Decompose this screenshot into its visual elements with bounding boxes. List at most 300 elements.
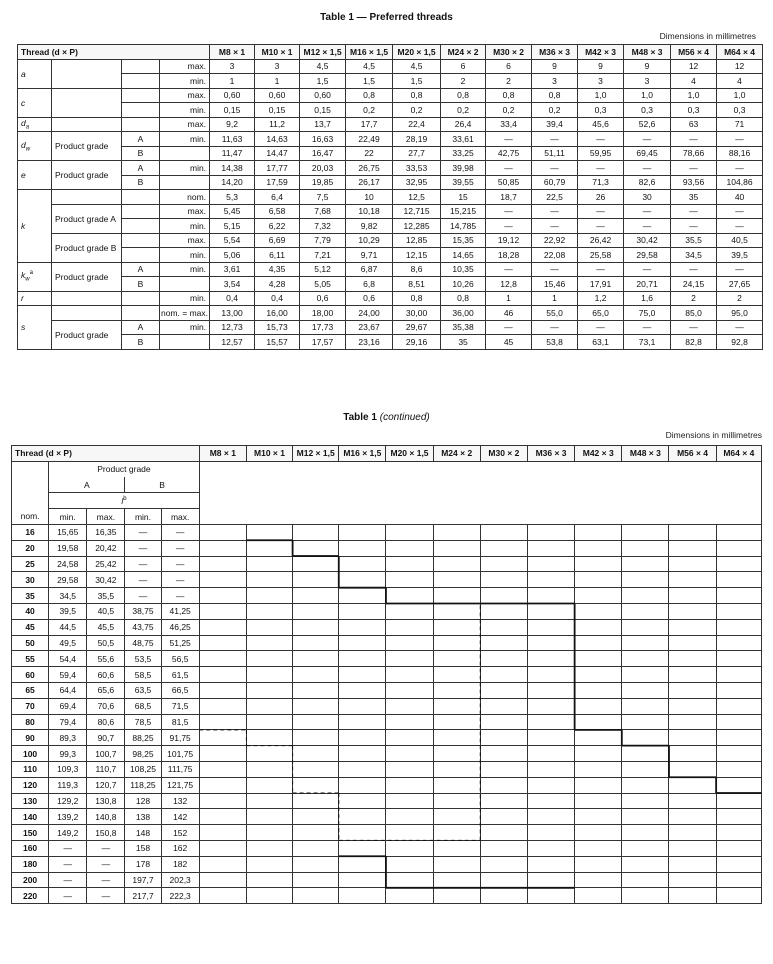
- value-cell: 36,00: [441, 306, 486, 321]
- grid-cell: [669, 809, 716, 825]
- length-value-cell: —: [125, 540, 161, 556]
- length-value-cell: —: [49, 840, 87, 856]
- value-cell: —: [671, 219, 717, 234]
- grade-sub-cell: [122, 233, 160, 248]
- table-row: [18, 219, 763, 234]
- grid-cell: [293, 635, 339, 651]
- grid-cell: [339, 651, 386, 667]
- symbol-cell: s: [18, 306, 52, 350]
- grid-cell: [386, 588, 433, 604]
- symbol-cell: r: [18, 291, 52, 306]
- grid-cell: [246, 793, 292, 809]
- nominal-length-cell: 16: [12, 524, 49, 540]
- value-cell: 9: [532, 59, 578, 74]
- value-cell: 88,16: [717, 146, 763, 161]
- grid-cell: [527, 809, 574, 825]
- value-cell: 16,47: [300, 146, 346, 161]
- grid-cell: [622, 777, 669, 793]
- value-cell: 40,5: [717, 233, 763, 248]
- length-value-cell: 44,5: [49, 619, 87, 635]
- value-cell: 52,6: [624, 117, 671, 132]
- value-cell: —: [486, 262, 532, 277]
- col-max-b: max.: [161, 509, 199, 525]
- table-row: [12, 603, 762, 619]
- grid-cell: [527, 872, 574, 888]
- table-row: [18, 233, 763, 248]
- length-value-cell: 182: [161, 856, 199, 872]
- grid-cell: [199, 635, 246, 651]
- value-cell: 7,21: [300, 248, 346, 263]
- grid-cell: [293, 777, 339, 793]
- length-value-cell: 35,5: [87, 588, 125, 604]
- value-cell: —: [578, 161, 624, 176]
- grade-label-cell: Product grade: [52, 161, 122, 190]
- grid-cell: [669, 856, 716, 872]
- value-cell: 15,215: [441, 204, 486, 219]
- col-header: M10 × 1: [255, 45, 300, 60]
- value-cell: —: [578, 320, 624, 335]
- value-cell: 1,5: [346, 74, 393, 89]
- length-value-cell: 81,5: [161, 714, 199, 730]
- table1-title: Table 1 — Preferred threads: [320, 12, 453, 23]
- table-row: [12, 588, 762, 604]
- length-value-cell: 130,8: [87, 793, 125, 809]
- value-cell: 13,7: [300, 117, 346, 132]
- value-cell: 22,5: [532, 190, 578, 205]
- symbol-cell: $d_a$: [18, 117, 52, 132]
- value-cell: 27,7: [393, 146, 441, 161]
- length-value-cell: 111,75: [161, 761, 199, 777]
- grid-cell: [716, 667, 761, 683]
- value-cell: 11,63: [210, 132, 255, 147]
- value-cell: 12,8: [486, 277, 532, 292]
- value-cell: —: [578, 132, 624, 147]
- table-row: [12, 619, 762, 635]
- length-value-cell: 217,7: [125, 888, 161, 904]
- value-cell: 4: [671, 74, 717, 89]
- length-value-cell: —: [161, 588, 199, 604]
- grid-cell: [575, 603, 622, 619]
- grid-cell: [433, 825, 480, 841]
- value-cell: 1,5: [300, 74, 346, 89]
- col-nom: nom.: [12, 509, 49, 525]
- grid-cell: [716, 825, 761, 841]
- value-cell: 4,5: [346, 59, 393, 74]
- grid-cell: [527, 619, 574, 635]
- grid-cell: [433, 856, 480, 872]
- corner-blank: [12, 461, 49, 508]
- value-cell: 46: [486, 306, 532, 321]
- qualifier-cell: max.: [160, 204, 210, 219]
- value-cell: 0,4: [210, 291, 255, 306]
- qualifier-cell: min.: [160, 219, 210, 234]
- value-cell: 40: [717, 190, 763, 205]
- length-value-cell: 119,3: [49, 777, 87, 793]
- grid-cell: [199, 651, 246, 667]
- qualifier-cell: min.: [160, 291, 210, 306]
- grid-cell: [575, 714, 622, 730]
- value-cell: 4,5: [393, 59, 441, 74]
- grid-cell: [575, 809, 622, 825]
- grid-cell: [575, 619, 622, 635]
- grid-cell: [622, 746, 669, 762]
- grid-cell: [199, 682, 246, 698]
- value-cell: 17,73: [300, 320, 346, 335]
- col-header: M56 × 4: [669, 446, 716, 462]
- nominal-length-cell: 90: [12, 730, 49, 746]
- grid-cell: [199, 714, 246, 730]
- value-cell: 19,12: [486, 233, 532, 248]
- grid-cell: [246, 588, 292, 604]
- grid-cell: [480, 698, 527, 714]
- length-value-cell: —: [87, 840, 125, 856]
- table-row: [12, 730, 762, 746]
- grid-cell: [433, 730, 480, 746]
- grade-sub-cell: [122, 74, 160, 89]
- grid-cell: [433, 619, 480, 635]
- value-cell: —: [578, 204, 624, 219]
- grade-sub-cell: B: [122, 335, 160, 350]
- grid-cell: [246, 872, 292, 888]
- value-cell: 39,5: [717, 248, 763, 263]
- table-row: [18, 204, 763, 219]
- value-cell: 71,3: [578, 175, 624, 190]
- qualifier-cell: [160, 335, 210, 350]
- grid-cell: [246, 635, 292, 651]
- value-cell: —: [486, 132, 532, 147]
- grid-cell: [339, 603, 386, 619]
- value-cell: 19,85: [300, 175, 346, 190]
- grid-cell: [246, 777, 292, 793]
- length-value-cell: 128: [125, 793, 161, 809]
- grade-sub-cell: [122, 248, 160, 263]
- grid-cell: [575, 825, 622, 841]
- grid-cell: [433, 635, 480, 651]
- grid-cell: [293, 619, 339, 635]
- length-value-cell: 71,5: [161, 698, 199, 714]
- value-cell: 1: [486, 291, 532, 306]
- grid-cell: [480, 540, 527, 556]
- nominal-length-cell: 100: [12, 746, 49, 762]
- value-cell: 63,1: [578, 335, 624, 350]
- value-cell: 65,0: [578, 306, 624, 321]
- value-cell: 6,8: [346, 277, 393, 292]
- grid-cell: [293, 667, 339, 683]
- nominal-length-cell: 140: [12, 809, 49, 825]
- table-row: [18, 59, 763, 74]
- grid-cell: [246, 761, 292, 777]
- grid-cell: [293, 793, 339, 809]
- value-cell: 55,0: [532, 306, 578, 321]
- grid-cell: [199, 777, 246, 793]
- length-value-cell: 56,5: [161, 651, 199, 667]
- value-cell: 53,8: [532, 335, 578, 350]
- col-max-a: max.: [87, 509, 125, 525]
- value-cell: —: [578, 219, 624, 234]
- value-cell: 0,8: [441, 88, 486, 103]
- grid-cell: [480, 730, 527, 746]
- value-cell: 33,61: [441, 132, 486, 147]
- grid-cell: [669, 667, 716, 683]
- grid-cell: [246, 667, 292, 683]
- value-cell: 0,15: [300, 103, 346, 118]
- value-cell: 10,26: [441, 277, 486, 292]
- qualifier-cell: nom. = max.: [160, 306, 210, 321]
- table-row: [18, 335, 763, 350]
- grid-cell: [246, 730, 292, 746]
- grid-cell: [386, 603, 433, 619]
- grid-cell: [339, 825, 386, 841]
- grid-cell: [669, 556, 716, 572]
- value-cell: 5,12: [300, 262, 346, 277]
- grid-cell: [433, 714, 480, 730]
- value-cell: 30: [624, 190, 671, 205]
- length-value-cell: 120,7: [87, 777, 125, 793]
- grid-cell: [246, 556, 292, 572]
- col-header: M10 × 1: [246, 446, 292, 462]
- grid-cell: [716, 619, 761, 635]
- grid-cell: [339, 524, 386, 540]
- value-cell: 1,6: [624, 291, 671, 306]
- grid-cell: [386, 856, 433, 872]
- length-value-cell: 39,5: [49, 603, 87, 619]
- grid-cell: [527, 524, 574, 540]
- value-cell: 0,8: [346, 88, 393, 103]
- grid-cell: [622, 556, 669, 572]
- nominal-length-cell: 160: [12, 840, 49, 856]
- value-cell: 2: [486, 74, 532, 89]
- value-cell: 34,5: [671, 248, 717, 263]
- table-row: [12, 524, 762, 540]
- grid-cell: [669, 651, 716, 667]
- table2-title-continued: (continued): [379, 412, 430, 423]
- length-value-cell: 48,75: [125, 635, 161, 651]
- product-grade-label: Product grade: [49, 461, 200, 477]
- length-value-cell: —: [161, 540, 199, 556]
- length-value-cell: 78,5: [125, 714, 161, 730]
- value-cell: 0,8: [441, 291, 486, 306]
- grid-cell: [199, 556, 246, 572]
- length-value-cell: 53,5: [125, 651, 161, 667]
- grade-sub-cell: [122, 219, 160, 234]
- grid-cell: [622, 793, 669, 809]
- grid-cell: [386, 635, 433, 651]
- value-cell: 1,2: [578, 291, 624, 306]
- value-cell: —: [671, 320, 717, 335]
- table-row: [12, 777, 762, 793]
- grid-cell: [716, 651, 761, 667]
- header-blank: [199, 461, 761, 524]
- grade-label-cell: Product grade B: [52, 233, 122, 262]
- grid-cell: [669, 777, 716, 793]
- value-cell: 35: [671, 190, 717, 205]
- grid-cell: [622, 603, 669, 619]
- length-value-cell: 99,3: [49, 746, 87, 762]
- table-row: [12, 667, 762, 683]
- grid-cell: [527, 572, 574, 588]
- grade-sub-cell: B: [122, 175, 160, 190]
- grid-cell: [433, 777, 480, 793]
- length-value-cell: 50,5: [87, 635, 125, 651]
- table2-header-row: [12, 446, 762, 462]
- grid-cell: [527, 761, 574, 777]
- grid-cell: [386, 840, 433, 856]
- grid-cell: [386, 651, 433, 667]
- length-value-cell: 40,5: [87, 603, 125, 619]
- value-cell: —: [624, 161, 671, 176]
- length-value-cell: 25,42: [87, 556, 125, 572]
- grid-cell: [669, 840, 716, 856]
- value-cell: 7,32: [300, 219, 346, 234]
- grid-cell: [246, 619, 292, 635]
- value-cell: 12,85: [393, 233, 441, 248]
- grid-cell: [716, 572, 761, 588]
- grid-cell: [293, 730, 339, 746]
- thread-header: Thread (d × P): [18, 45, 210, 60]
- grid-cell: [293, 588, 339, 604]
- value-cell: 33,4: [486, 117, 532, 132]
- value-cell: 6,58: [255, 204, 300, 219]
- grid-cell: [386, 777, 433, 793]
- value-cell: 2: [717, 291, 763, 306]
- value-cell: 6,22: [255, 219, 300, 234]
- grid-cell: [433, 888, 480, 904]
- grid-cell: [293, 825, 339, 841]
- length-value-cell: 45,5: [87, 619, 125, 635]
- grid-cell: [716, 635, 761, 651]
- col-header: M42 × 3: [578, 45, 624, 60]
- value-cell: 12,57: [210, 335, 255, 350]
- value-cell: 20,03: [300, 161, 346, 176]
- length-value-cell: 88,25: [125, 730, 161, 746]
- value-cell: 0,2: [532, 103, 578, 118]
- value-cell: —: [486, 320, 532, 335]
- grid-cell: [622, 872, 669, 888]
- value-cell: 3: [578, 74, 624, 89]
- length-value-cell: 129,2: [49, 793, 87, 809]
- value-cell: —: [486, 161, 532, 176]
- value-cell: 12,15: [393, 248, 441, 263]
- grid-cell: [480, 524, 527, 540]
- grid-cell: [339, 730, 386, 746]
- grid-cell: [386, 730, 433, 746]
- grid-cell: [527, 667, 574, 683]
- length-value-cell: 138: [125, 809, 161, 825]
- value-cell: 0,8: [486, 88, 532, 103]
- grid-cell: [293, 746, 339, 762]
- symbol-cell: a: [18, 59, 52, 88]
- grid-cell: [246, 714, 292, 730]
- symbol-cell: e: [18, 161, 52, 190]
- col-header: M64 × 4: [716, 446, 761, 462]
- length-value-cell: 158: [125, 840, 161, 856]
- value-cell: —: [717, 161, 763, 176]
- grid-cell: [293, 761, 339, 777]
- value-cell: 17,7: [346, 117, 393, 132]
- length-value-cell: —: [87, 888, 125, 904]
- value-cell: 6,11: [255, 248, 300, 263]
- length-value-cell: 89,3: [49, 730, 87, 746]
- grid-cell: [575, 793, 622, 809]
- nominal-length-cell: 200: [12, 872, 49, 888]
- length-value-cell: 55,6: [87, 651, 125, 667]
- value-cell: 20,71: [624, 277, 671, 292]
- value-cell: 0,2: [346, 103, 393, 118]
- length-value-cell: 38,75: [125, 603, 161, 619]
- grid-cell: [293, 524, 339, 540]
- grid-cell: [575, 761, 622, 777]
- grid-cell: [527, 840, 574, 856]
- grid-cell: [433, 872, 480, 888]
- value-cell: —: [671, 204, 717, 219]
- grid-cell: [480, 651, 527, 667]
- grid-cell: [622, 698, 669, 714]
- length-value-cell: 139,2: [49, 809, 87, 825]
- grid-cell: [293, 556, 339, 572]
- grid-cell: [622, 682, 669, 698]
- grid-cell: [716, 856, 761, 872]
- value-cell: 95,0: [717, 306, 763, 321]
- value-cell: 9: [624, 59, 671, 74]
- grid-cell: [339, 556, 386, 572]
- grid-cell: [716, 698, 761, 714]
- value-cell: 5,06: [210, 248, 255, 263]
- value-cell: 4: [717, 74, 763, 89]
- grade-label-cell: [52, 88, 122, 117]
- table-row: [12, 682, 762, 698]
- grid-cell: [669, 825, 716, 841]
- length-value-cell: 149,2: [49, 825, 87, 841]
- value-cell: —: [532, 320, 578, 335]
- col-min-b: min.: [125, 509, 161, 525]
- value-cell: 32,95: [393, 175, 441, 190]
- grid-cell: [386, 746, 433, 762]
- grid-cell: [622, 714, 669, 730]
- value-cell: 23,67: [346, 320, 393, 335]
- value-cell: 24,15: [671, 277, 717, 292]
- value-cell: 5,54: [210, 233, 255, 248]
- value-cell: —: [624, 204, 671, 219]
- grid-cell: [575, 888, 622, 904]
- symbol-cell: $k_w^a$: [18, 262, 52, 291]
- grid-cell: [669, 793, 716, 809]
- table-row: [18, 146, 763, 161]
- grid-cell: [480, 888, 527, 904]
- length-value-cell: 64,4: [49, 682, 87, 698]
- col-header: M48 × 3: [624, 45, 671, 60]
- length-value-cell: —: [87, 872, 125, 888]
- table-row: [12, 840, 762, 856]
- col-header: M8 × 1: [199, 446, 246, 462]
- value-cell: 0,15: [210, 103, 255, 118]
- value-cell: 29,16: [393, 335, 441, 350]
- qualifier-cell: max.: [160, 117, 210, 132]
- grid-cell: [716, 761, 761, 777]
- length-value-cell: 222,3: [161, 888, 199, 904]
- grid-cell: [433, 540, 480, 556]
- value-cell: 3: [210, 59, 255, 74]
- col-header: M36 × 3: [527, 446, 574, 462]
- grid-cell: [622, 619, 669, 635]
- grid-cell: [622, 651, 669, 667]
- length-value-cell: 142: [161, 809, 199, 825]
- value-cell: 85,0: [671, 306, 717, 321]
- grid-cell: [527, 825, 574, 841]
- value-cell: 1: [532, 291, 578, 306]
- value-cell: 5,45: [210, 204, 255, 219]
- grid-cell: [246, 572, 292, 588]
- grid-cell: [622, 588, 669, 604]
